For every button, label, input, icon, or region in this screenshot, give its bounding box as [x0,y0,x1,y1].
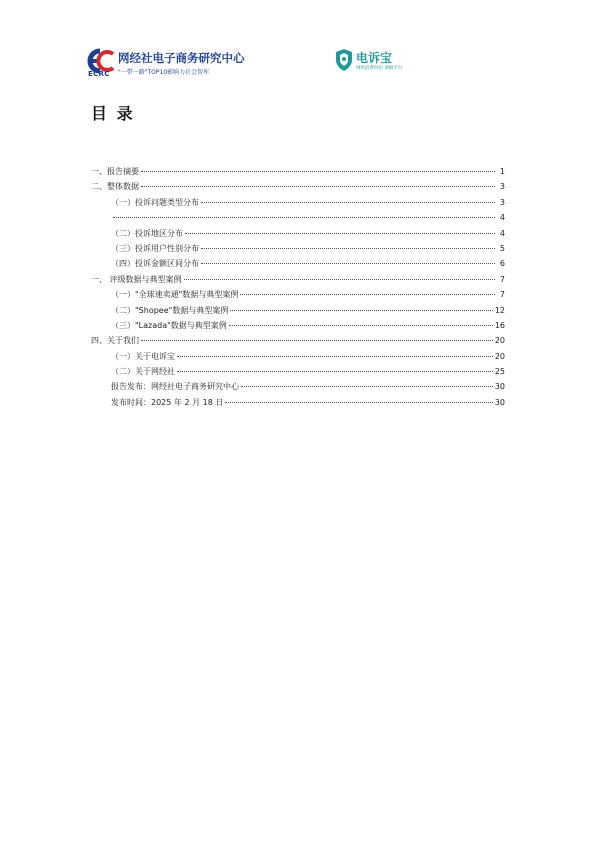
toc-entry[interactable] [91,241,505,256]
table-of-contents [91,164,505,410]
toc-entry-page: 3 [499,182,505,192]
toc-entry-page: 1 [499,167,505,176]
toc-entry-page: 5 [499,243,505,253]
toc-entry-page: 30 [494,397,505,407]
toc-entry-label: （一）投诉问题类型分布 [111,197,199,207]
toc-dot-leader [230,310,492,311]
toc-entry[interactable] [91,287,505,302]
toc-entry[interactable] [91,303,505,318]
toc-entry-page: 3 [499,197,505,207]
toc-entry[interactable] [91,395,505,410]
toc-entry-page: 4 [499,213,505,223]
toc-entry[interactable] [91,318,505,333]
toc-dot-leader [229,325,493,326]
toc-entry-label: （四）投诉金额区间分布 [111,259,199,269]
org-name: 网经社电子商务研究中心 [118,51,245,65]
toc-entry[interactable] [91,256,505,271]
toc-dot-leader [177,371,493,372]
page-title: 目 录 [91,104,135,123]
toc-entry[interactable] [91,379,505,394]
toc-dot-leader [141,171,495,172]
toc-entry-page: 20 [494,336,505,346]
ecrc-logo [86,48,251,82]
toc-entry-page: 20 [494,351,505,361]
toc-entry-label: （二）"Shopee"数据与典型案例 [111,305,229,315]
toc-entry[interactable] [91,210,505,225]
toc-dot-leader [177,356,493,357]
toc-entry[interactable] [91,349,505,364]
toc-dot-leader [240,294,495,295]
toc-entry[interactable] [91,333,505,348]
toc-entry-label: 发布时间：2025 年 2 月 18 日 [111,397,224,407]
brand-name: 电诉宝 [356,51,393,65]
toc-dot-leader [201,263,495,264]
toc-dot-leader [141,186,495,187]
toc-entry-page: 4 [499,228,505,238]
toc-entry-label: 一、报告摘要 [91,167,139,176]
toc-entry-page: 16 [494,320,505,330]
toc-entry-label: 二、整体数据 [91,182,139,192]
toc-dot-leader [241,386,493,387]
toc-entry-page: 7 [499,274,505,284]
toc-dot-leader [201,248,495,249]
toc-entry-label: （二）投诉地区分布 [111,228,183,238]
toc-entry-label: 四、关于我们 [91,336,139,346]
toc-entry-page: 12 [494,305,505,315]
dianshubao-logo [334,48,414,82]
ecrc-mark-text: ECRC [88,70,110,78]
toc-entry[interactable] [91,364,505,379]
toc-dot-leader [184,279,495,280]
toc-dot-leader [185,233,495,234]
toc-entry-label: （一）"全球速卖通"数据与典型案例 [111,290,239,300]
org-slogan: "一带一路"TOP10影响力社会智库 [118,69,210,76]
toc-entry-page: 7 [499,290,505,300]
toc-entry[interactable] [91,179,505,194]
toc-dot-leader [141,340,493,341]
page-header [86,48,595,82]
brand-slogan: 网络消费纠纷 调解平台 [356,66,403,71]
toc-entry[interactable] [91,272,505,287]
toc-entry-label: （三）"Lazada"数据与典型案例 [111,320,227,330]
toc-dot-leader [201,202,495,203]
toc-entry[interactable] [91,226,505,241]
toc-entry-label: （三）投诉用户性别分布 [111,243,199,253]
toc-entry[interactable] [91,164,505,179]
toc-entry-label: 一、 评级数据与典型案例 [91,274,182,284]
toc-entry-label: 报告发布：网经社电子商务研究中心 [111,382,239,392]
toc-entry-label: （二）关于网经社 [111,367,175,377]
shield-icon [334,48,354,72]
toc-entry-page: 25 [494,367,505,377]
toc-entry[interactable] [91,195,505,210]
toc-entry-page: 6 [499,259,505,269]
toc-dot-leader [225,402,492,403]
toc-entry-label: （一）关于电诉宝 [111,351,175,361]
toc-dot-leader [113,217,495,218]
toc-entry-page: 30 [494,382,505,392]
